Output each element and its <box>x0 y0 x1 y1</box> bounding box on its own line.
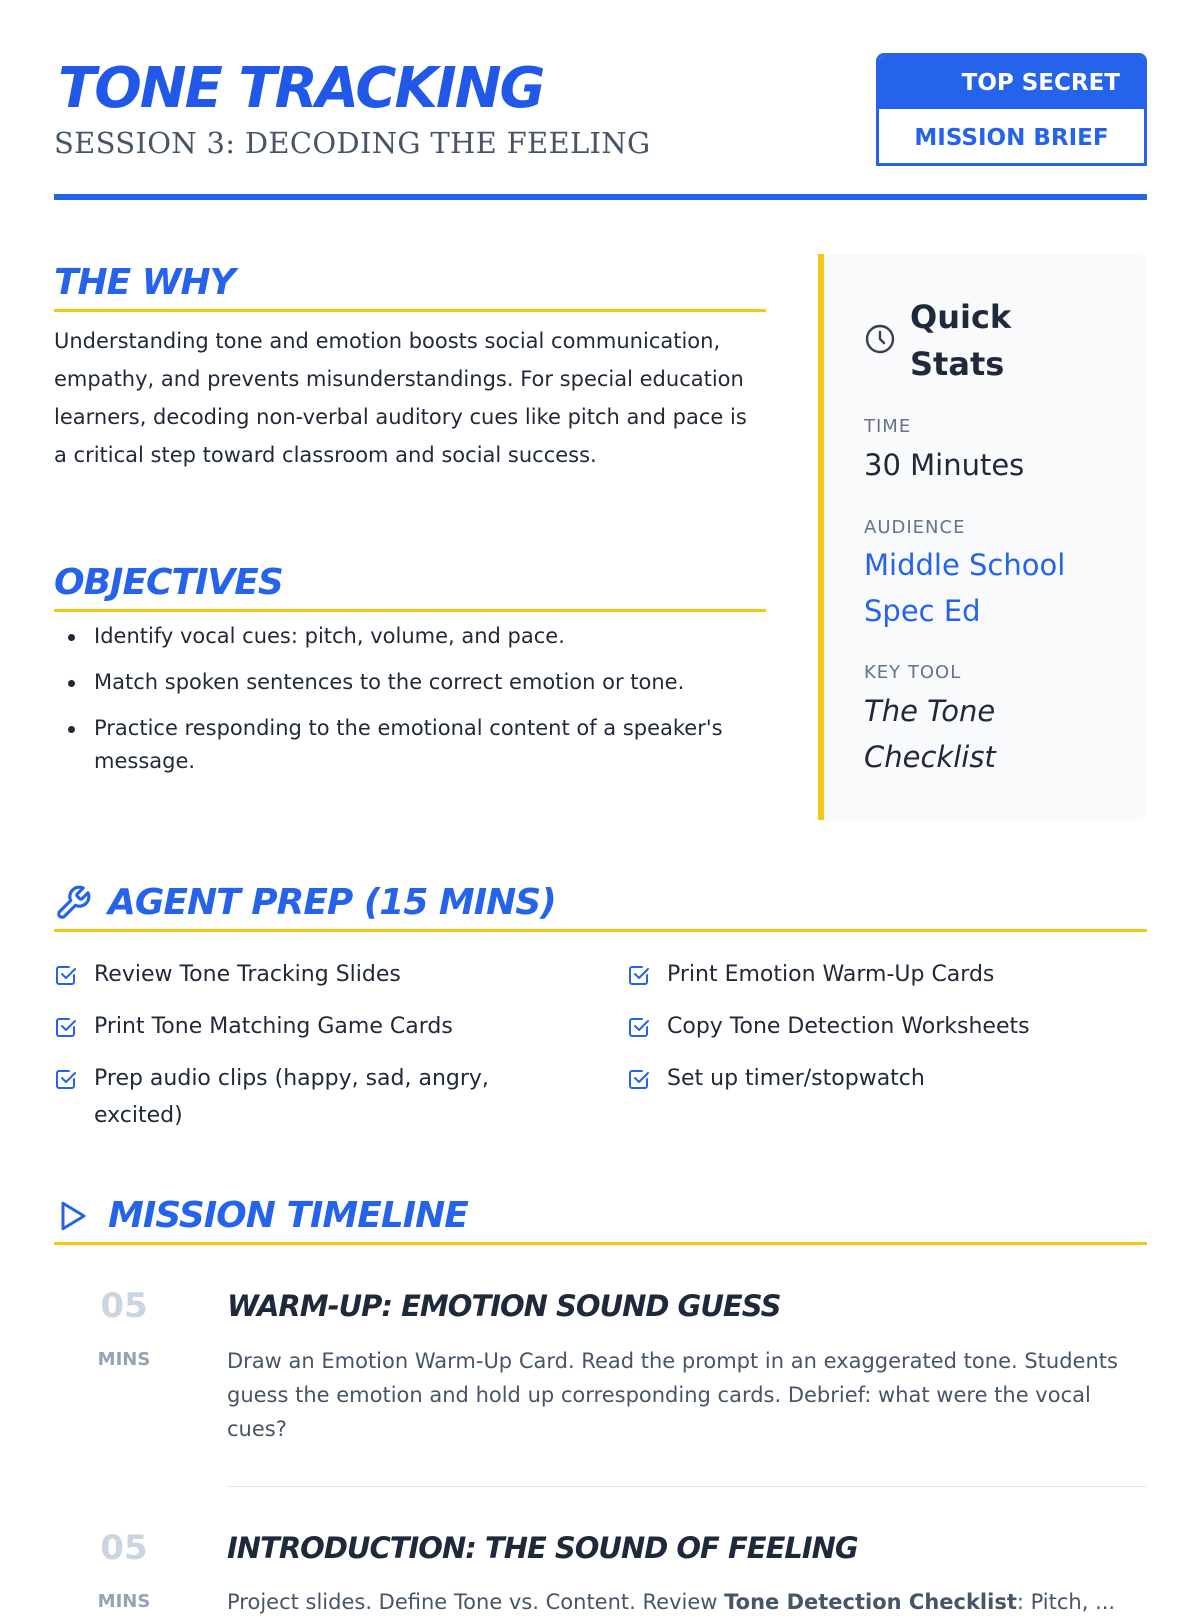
audience-value: Middle School Spec Ed <box>864 548 1066 628</box>
prep-item-label: Print Tone Matching Game Cards <box>94 1014 453 1039</box>
why-paragraph: Understanding tone and emotion boosts social communication, empathy, and prevents misunderstandings. For special education learners, decoding non-verbal auditory cues like pitch and pace is a critical step toward classroom and social success. <box>54 329 747 467</box>
key-tool-label: KEY TOOL <box>864 662 962 683</box>
list-item: Identify vocal cues: pitch, volume, and pace. <box>54 620 764 653</box>
page-subtitle: SESSION 3: DECODING THE FEELING <box>54 126 651 160</box>
timeline-heading-label: MISSION TIMELINE <box>108 1195 468 1236</box>
checklist-reference: Tone Detection Checklist <box>724 1590 1017 1614</box>
list-item <box>54 1060 514 1134</box>
clock-icon <box>864 323 896 359</box>
stamp-mission-brief: MISSION BRIEF <box>879 109 1144 166</box>
quick-stats-header <box>864 294 1050 388</box>
list-item <box>54 956 554 999</box>
page-title: TONE TRACKING <box>58 56 544 121</box>
objectives-list <box>54 620 764 791</box>
prep-item-label: Prep audio clips (happy, sad, angry, excited) <box>94 1066 489 1128</box>
time-label: TIME <box>864 416 912 437</box>
list-item: Practice responding to the emotional content of a speaker's message. <box>54 712 764 778</box>
prep-item-label: Review Tone Tracking Slides <box>94 962 401 987</box>
list-item <box>54 1008 554 1051</box>
classification-stamp <box>876 53 1147 166</box>
list-item <box>627 1008 1127 1051</box>
quick-stats-card <box>818 254 1147 820</box>
step-minutes: 05 <box>100 1286 148 1326</box>
wrench-icon <box>54 884 94 922</box>
objectives-heading <box>54 555 766 612</box>
checkbox-icon <box>54 1008 80 1051</box>
step-description <box>227 1585 1147 1619</box>
timeline-heading <box>54 1189 1147 1245</box>
list-item <box>627 1060 1127 1103</box>
key-tool-value: The Tone Checklist <box>864 694 996 774</box>
objectives-heading-label: OBJECTIVES <box>54 561 283 603</box>
why-heading-label: THE WHY <box>54 262 235 303</box>
header-divider <box>54 194 1147 200</box>
step-description-end: : Pitch, ... <box>1016 1590 1116 1614</box>
step-title: WARM-UP: EMOTION SOUND GUESS <box>227 1289 781 1323</box>
prep-item-label: Set up timer/stopwatch <box>667 1066 925 1091</box>
step-description: Draw an Emotion Warm-Up Card. Read the prompt in an exaggerated tone. Students guess the emotion and hold up corresponding cards. Debrief: what were the vocal cues? <box>227 1349 1118 1441</box>
list-item: Match spoken sentences to the correct emotion or tone. <box>54 666 764 699</box>
time-value: 30 Minutes <box>864 448 1025 482</box>
lesson-plan-page <box>54 0 1147 1614</box>
list-item <box>627 956 1127 999</box>
prep-heading-label: AGENT PREP (15 MINS) <box>108 882 556 923</box>
timeline-divider <box>227 1486 1147 1487</box>
step-title: INTRODUCTION: THE SOUND OF FEELING <box>227 1531 858 1565</box>
play-icon <box>54 1198 94 1234</box>
audience-label: AUDIENCE <box>864 517 966 538</box>
checkbox-icon <box>54 1060 80 1134</box>
prep-item-label: Print Emotion Warm-Up Cards <box>667 962 995 987</box>
prep-heading <box>54 876 1147 932</box>
step-minutes-unit: MINS <box>97 1349 151 1370</box>
quick-stats-title: Quick Stats <box>910 298 1012 383</box>
step-description-start: Project slides. Define Tone vs. Content. Review <box>227 1590 725 1614</box>
why-heading <box>54 256 766 312</box>
prep-item-label: Copy Tone Detection Worksheets <box>667 1014 1030 1039</box>
stamp-top-secret: TOP SECRET <box>879 56 1144 109</box>
checkbox-icon <box>627 1008 653 1051</box>
checkbox-icon <box>54 956 80 999</box>
checkbox-icon <box>627 956 653 999</box>
checkbox-icon <box>627 1060 653 1103</box>
step-minutes: 05 <box>100 1528 148 1568</box>
step-minutes-unit: MINS <box>97 1591 151 1612</box>
